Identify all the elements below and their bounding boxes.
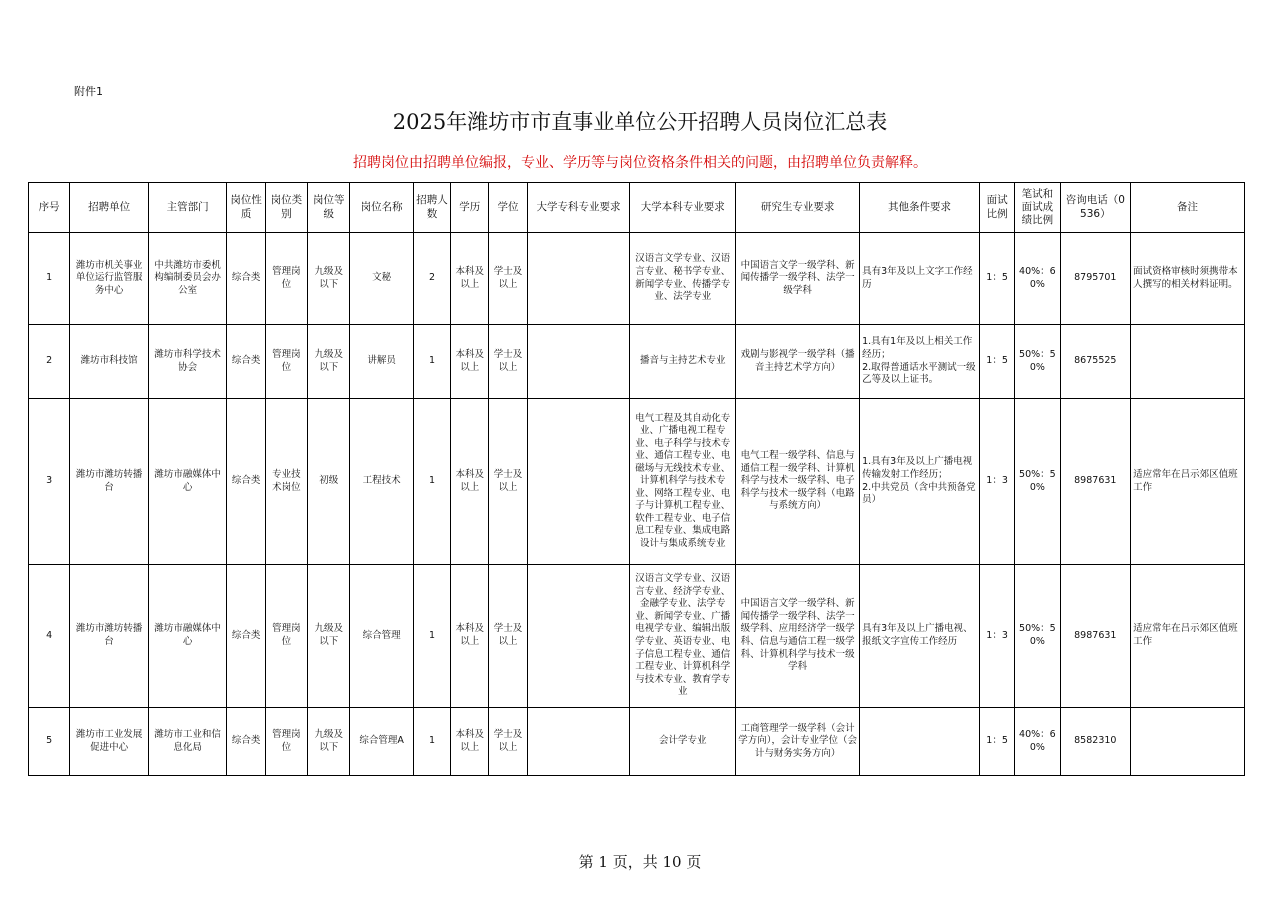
table-cell: 学士及以上 (489, 325, 527, 399)
header-cell: 招聘人数 (413, 183, 450, 233)
table-cell: 学士及以上 (489, 565, 527, 708)
table-cell: 综合类 (227, 325, 265, 399)
table-cell (527, 325, 630, 399)
table-cell: 潍坊市潍坊转播台 (70, 399, 149, 565)
table-cell: 面试资格审核时须携带本人撰写的相关材料证明。 (1131, 233, 1245, 325)
header-cell: 大学专科专业要求 (527, 183, 630, 233)
table-cell: 中国语言文学一级学科、新闻传播学一级学科、法学一级学科 (736, 233, 860, 325)
table-cell: 潍坊市潍坊转播台 (70, 565, 149, 708)
table-cell: 4 (29, 565, 70, 708)
table-cell: 电气工程及其自动化专业、广播电视工程专业、电子科学与技术专业、通信工程专业、电磁场与无线技术专业、计算机科学与技术专业、网络工程专业、电子与计算机工程专业、软件工程专业、电子信息工程专业、集成电路设计与集成系统专业 (630, 399, 736, 565)
table-cell (527, 399, 630, 565)
table-cell: 1 (413, 565, 450, 708)
table-cell: 本科及以上 (451, 325, 489, 399)
table-cell: 潍坊市工业发展促进中心 (70, 708, 149, 776)
table-cell: 会计学专业 (630, 708, 736, 776)
table-row (29, 399, 1245, 565)
header-cell: 序号 (29, 183, 70, 233)
header-cell: 招聘单位 (70, 183, 149, 233)
table-cell (527, 565, 630, 708)
table-cell: 具有3年及以上广播电视、报纸文字宣传工作经历 (860, 565, 980, 708)
table-cell: 讲解员 (350, 325, 413, 399)
header-cell: 岗位类别 (265, 183, 307, 233)
table-cell: 学士及以上 (489, 708, 527, 776)
table-cell: 50%：50% (1015, 325, 1060, 399)
table-cell: 管理岗位 (265, 565, 307, 708)
table-cell: 工商管理学一级学科（会计学方向），会计专业学位（会计与财务实务方向） (736, 708, 860, 776)
table-cell: 适应常年在吕示郊区值班工作 (1131, 399, 1245, 565)
positions-table (28, 182, 1245, 776)
table-cell: 专业技术岗位 (265, 399, 307, 565)
table-cell: 1：3 (979, 399, 1014, 565)
table-cell: 2 (413, 233, 450, 325)
table-cell: 本科及以上 (451, 399, 489, 565)
table-cell: 本科及以上 (451, 565, 489, 708)
table-cell: 潍坊市融媒体中心 (148, 565, 227, 708)
table-cell: 潍坊市科学技术协会 (148, 325, 227, 399)
table-cell: 综合类 (227, 399, 265, 565)
table-cell: 本科及以上 (451, 233, 489, 325)
header-cell: 岗位性质 (227, 183, 265, 233)
table-cell: 1：5 (979, 233, 1014, 325)
table-cell: 具有3年及以上文字工作经历 (860, 233, 980, 325)
table-cell: 汉语言文学专业、汉语言专业、经济学专业、金融学专业、法学专业、新闻学专业、广播电视学专业、编辑出版学专业、英语专业、电子信息工程专业、通信工程专业、计算机科学与技术专业、教育学专业 (630, 565, 736, 708)
table-cell: 管理岗位 (265, 325, 307, 399)
header-cell: 研究生专业要求 (736, 183, 860, 233)
attachment-label: 附件1 (74, 85, 103, 98)
table-cell: 1.具有1年及以上相关工作经历； 2.取得普通话水平测试一级乙等及以上证书。 (860, 325, 980, 399)
table-cell: 8987631 (1060, 565, 1131, 708)
table-cell: 本科及以上 (451, 708, 489, 776)
table-cell: 初级 (308, 399, 350, 565)
table-cell: 潍坊市工业和信息化局 (148, 708, 227, 776)
table-cell (1131, 708, 1245, 776)
table-header-row (29, 183, 1245, 233)
table-cell: 8675525 (1060, 325, 1131, 399)
table-cell: 戏剧与影视学一级学科（播音主持艺术学方向） (736, 325, 860, 399)
table-cell: 工程技术 (350, 399, 413, 565)
header-cell: 学位 (489, 183, 527, 233)
table-row (29, 708, 1245, 776)
header-cell: 咨询电话（0536） (1060, 183, 1131, 233)
header-cell: 面试比例 (979, 183, 1014, 233)
table-cell: 中国语言文学一级学科、新闻传播学一级学科、法学一级学科、应用经济学一级学科、信息与通信工程一级学科、计算机科学与技术一级学科 (736, 565, 860, 708)
table-cell: 1 (29, 233, 70, 325)
table-cell: 播音与主持艺术专业 (630, 325, 736, 399)
table-cell: 汉语言文学专业、汉语言专业、秘书学专业、新闻学专业、传播学专业、法学专业 (630, 233, 736, 325)
table-cell: 8582310 (1060, 708, 1131, 776)
table-cell: 2 (29, 325, 70, 399)
table-cell: 九级及以下 (308, 708, 350, 776)
table-cell: 1：3 (979, 565, 1014, 708)
table-cell: 潍坊市融媒体中心 (148, 399, 227, 565)
header-cell: 学历 (451, 183, 489, 233)
table-cell: 潍坊市机关事业单位运行监管服务中心 (70, 233, 149, 325)
table-cell: 综合类 (227, 565, 265, 708)
table-cell: 电气工程一级学科、信息与通信工程一级学科、计算机科学与技术一级学科、电子科学与技术一级学科（电路与系统方向） (736, 399, 860, 565)
table-cell: 50%：50% (1015, 565, 1060, 708)
page-footer: 第 1 页，共 10 页 (578, 853, 702, 871)
notice-text: 招聘岗位由招聘单位编报，专业、学历等与岗位资格条件相关的问题，由招聘单位负责解释。 (353, 155, 927, 171)
table-cell: 综合管理 (350, 565, 413, 708)
header-cell: 大学本科专业要求 (630, 183, 736, 233)
page-title: 2025年潍坊市市直事业单位公开招聘人员岗位汇总表 (392, 110, 888, 134)
header-cell: 笔试和面试成绩比例 (1015, 183, 1060, 233)
table-row (29, 565, 1245, 708)
table-cell (860, 708, 980, 776)
table-cell: 文秘 (350, 233, 413, 325)
table-cell: 潍坊市科技馆 (70, 325, 149, 399)
table-row (29, 325, 1245, 399)
table-cell: 8987631 (1060, 399, 1131, 565)
header-cell: 其他条件要求 (860, 183, 980, 233)
header-cell: 备注 (1131, 183, 1245, 233)
header-cell: 主管部门 (148, 183, 227, 233)
table-cell: 8795701 (1060, 233, 1131, 325)
table-row (29, 233, 1245, 325)
table-cell: 学士及以上 (489, 233, 527, 325)
table-cell: 管理岗位 (265, 708, 307, 776)
table-cell: 1 (413, 399, 450, 565)
table-cell: 综合管理A (350, 708, 413, 776)
table-cell: 3 (29, 399, 70, 565)
table-cell (527, 233, 630, 325)
header-cell: 岗位等级 (308, 183, 350, 233)
header-cell: 岗位名称 (350, 183, 413, 233)
table-cell: 1 (413, 708, 450, 776)
table-cell: 九级及以下 (308, 325, 350, 399)
table-cell: 40%：60% (1015, 708, 1060, 776)
table-cell: 1：5 (979, 708, 1014, 776)
table-cell: 管理岗位 (265, 233, 307, 325)
table-cell: 1.具有3年及以上广播电视传输发射工作经历； 2.中共党员（含中共预备党员） (860, 399, 980, 565)
table-cell: 40%：60% (1015, 233, 1060, 325)
table-cell: 中共潍坊市委机构编制委员会办公室 (148, 233, 227, 325)
table-cell: 5 (29, 708, 70, 776)
table-cell (527, 708, 630, 776)
table-cell: 适应常年在吕示郊区值班工作 (1131, 565, 1245, 708)
table-cell: 综合类 (227, 708, 265, 776)
table-cell: 1 (413, 325, 450, 399)
table-cell (1131, 325, 1245, 399)
table-cell: 50%：50% (1015, 399, 1060, 565)
table-cell: 九级及以下 (308, 233, 350, 325)
table-cell: 九级及以下 (308, 565, 350, 708)
table-cell: 学士及以上 (489, 399, 527, 565)
table-cell: 1：5 (979, 325, 1014, 399)
table-cell: 综合类 (227, 233, 265, 325)
